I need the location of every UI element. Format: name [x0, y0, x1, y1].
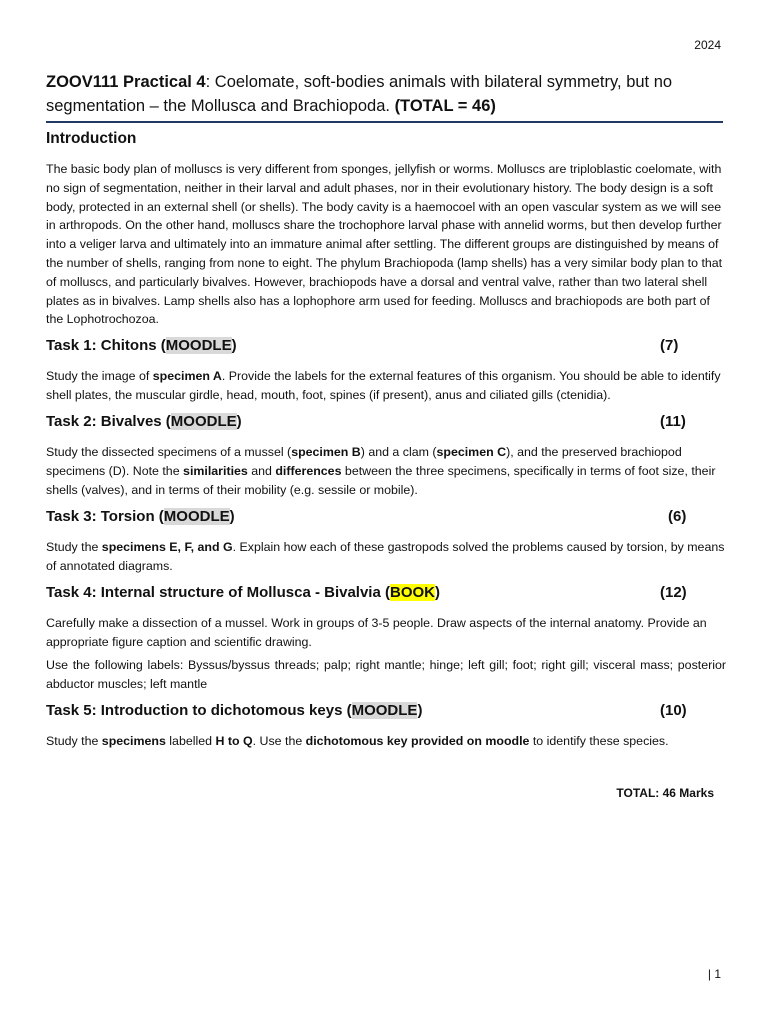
task4-heading — [46, 584, 696, 606]
page-number: | 1 — [707, 967, 721, 981]
task3-title-close: ) — [229, 508, 235, 525]
task4-title: Task 4: Internal structure of Mollusca - Bivalvia ( — [46, 584, 390, 601]
task2-text-3: ), and the preserved brachiopod specimens (D). Note the — [46, 445, 682, 478]
task4-marks: (12) — [660, 584, 687, 601]
task2-text-1: Study the dissected specimens of a mussel ( — [46, 445, 292, 459]
task5-text-3: . Use the — [252, 734, 306, 748]
task1-body — [46, 367, 726, 405]
task1-text-2: . Provide the labels for the external features of this organism. You should be able to identify shell plates, the muscular girdle, head, mouth, foot, spines (if present), anus and ciliated gills (ctenidia). — [46, 369, 721, 402]
task2-moodle-tag: MOODLE — [170, 413, 237, 430]
task3-title: Task 3: Torsion ( — [46, 508, 164, 525]
task1-title-close: ) — [231, 337, 237, 354]
total-marks: TOTAL: 46 Marks — [616, 786, 714, 800]
task4-instructions: Carefully make a dissection of a mussel. Work in groups of 3-5 people. Draw aspects of the internal anatomy. Provide an appropriate figure caption and scientific drawing. — [46, 616, 707, 649]
task5-text-1: Study the — [46, 734, 102, 748]
task2-body — [46, 443, 726, 499]
task5-text-2: labelled — [165, 734, 216, 748]
title-divider — [46, 121, 723, 123]
task5-key: dichotomous key provided on moodle — [305, 734, 530, 748]
task3-specimens: specimens E, F, and G — [101, 540, 233, 554]
task3-marks: (6) — [668, 508, 687, 525]
task2-specimen-b: specimen B — [291, 445, 361, 459]
document-year: 2024 — [694, 38, 721, 52]
task5-range: H to Q — [215, 734, 253, 748]
task2-marks: (11) — [660, 413, 686, 430]
task5-moodle-tag: MOODLE — [351, 702, 418, 719]
task5-specimens: specimens — [101, 734, 166, 748]
task2-title-close: ) — [236, 413, 242, 430]
task1-specimen: specimen A — [152, 369, 222, 383]
task5-title-close: ) — [417, 702, 423, 719]
task2-text-5: between the three specimens, specifically in terms of foot size, their shells (valves), and in terms of their mobility (e.g. sessile or mobile). — [46, 463, 716, 497]
task5-title: Task 5: Introduction to dichotomous keys ( — [46, 702, 352, 719]
practical-subject: : Coelomate, soft-bodies animals with bilateral symmetry, but no segmentation – the Mollusca and Brachiopoda. — [46, 73, 673, 115]
introduction-heading: Introduction — [46, 130, 137, 147]
practical-title — [46, 70, 736, 118]
practical-total: (TOTAL = 46) — [394, 97, 496, 115]
task2-text-2: ) and a clam ( — [360, 445, 437, 459]
task1-marks: (7) — [660, 337, 679, 354]
task4-labels: Use the following labels: Byssus/byssus threads; palp; right mantle; hinge; left gill; foot; right gill; visceral mass; posterior abductor muscles; left mantle — [46, 658, 726, 691]
task5-text-4: to identify these species. — [529, 734, 669, 748]
task2-similarities: similarities — [183, 463, 248, 478]
task1-moodle-tag: MOODLE — [165, 337, 232, 354]
task2-heading — [46, 413, 696, 435]
task1-heading — [46, 337, 696, 359]
task5-heading — [46, 702, 696, 724]
task4-title-close: ) — [434, 584, 440, 601]
task5-marks: (10) — [660, 702, 687, 719]
task3-heading — [46, 508, 696, 530]
task5-body — [46, 732, 726, 751]
task3-moodle-tag: MOODLE — [163, 508, 230, 525]
task1-text-1: Study the image of — [46, 369, 153, 383]
task1-title: Task 1: Chitons ( — [46, 337, 166, 354]
practical-code: ZOOV111 Practical 4 — [46, 73, 206, 91]
task2-title: Task 2: Bivalves ( — [46, 413, 171, 430]
task2-specimen-c: specimen C — [436, 445, 507, 459]
introduction-body: The basic body plan of molluscs is very different from sponges, jellyfish or worms. Molluscs are triploblastic coelomate, with no sign of segmentation, neither in their larval and adult phases, nor in their evolutionary history. The body design is a soft body, protected in an external shell (or shells). The body cavity is a haemocoel with an open vascular system as we will see in arthropods. On the other hand, molluscs share the trochophore larval phase with annelid worms, but then develop further into a veliger larva and ultimately into an immature animal after settling. The different groups are distinguished by means of the number of shells, ranging from none to eight. The phylum Brachiopoda (lamp shells) has a very similar body plan to that of molluscs, and particularly bivalves. However, brachiopods have a dorsal and ventral valve, rather than two lateral shell plates as in bivalves. Lamp shells also has a lophophore arm used for feeding. Molluscs and brachiopods are both part of the Lophotrochozoa. — [46, 162, 723, 327]
task3-text-1: Study the — [46, 540, 102, 554]
task2-text-4: and — [247, 463, 276, 478]
task3-body — [46, 538, 726, 576]
task2-differences: differences — [275, 463, 342, 478]
task3-text-2: . Explain how each of these gastropods solved the problems caused by torsion, by means of annotated diagrams. — [46, 540, 725, 573]
task4-book-tag: BOOK — [389, 584, 435, 601]
